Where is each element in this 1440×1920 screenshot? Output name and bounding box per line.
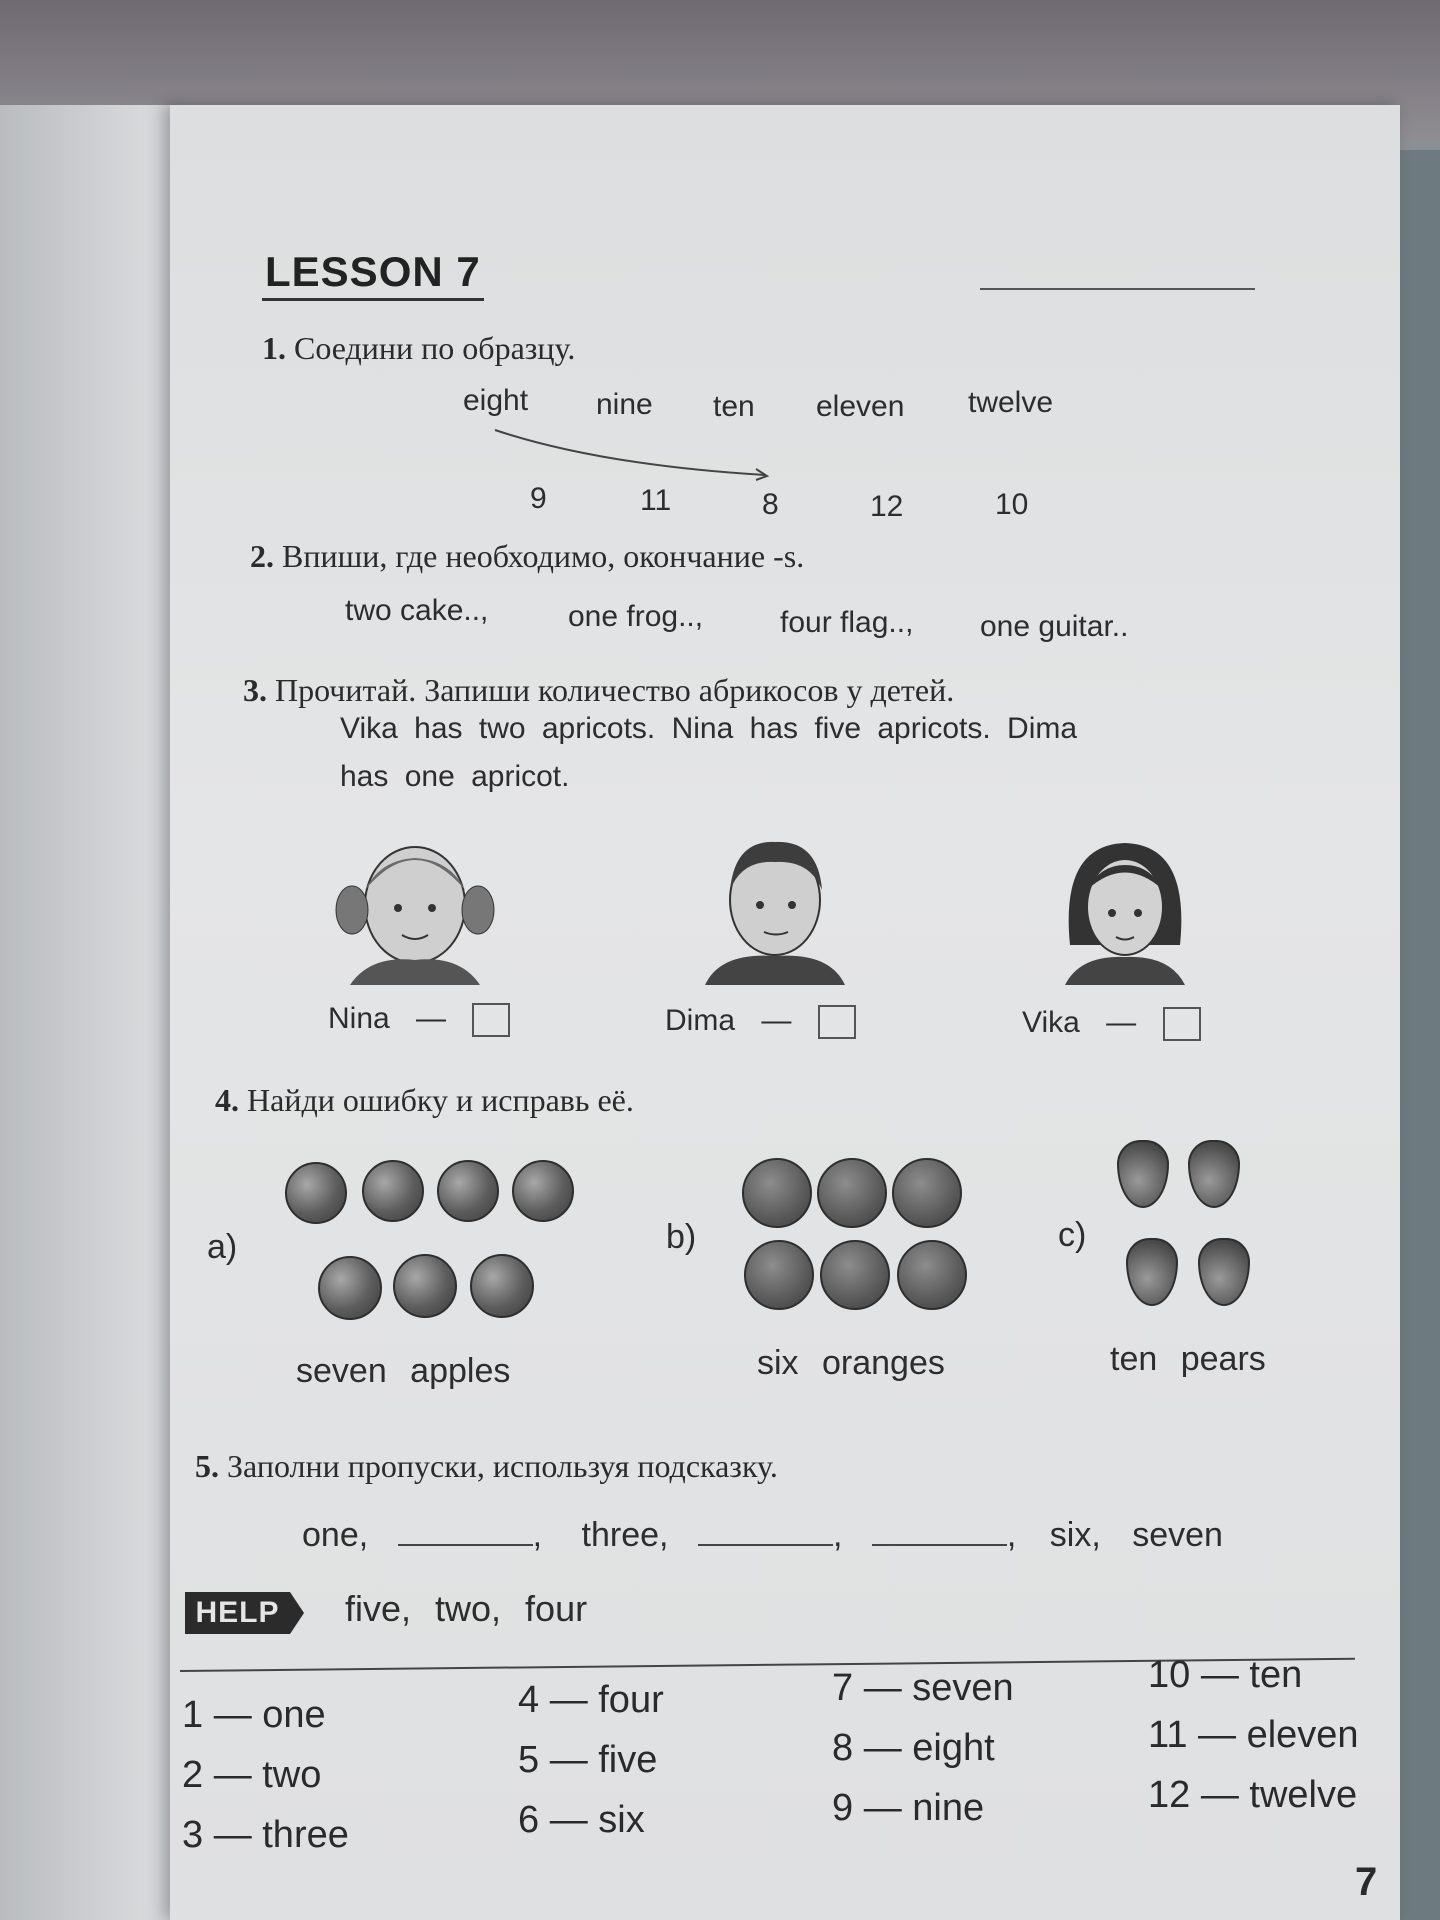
number-entry: 12 — twelve — [1148, 1774, 1358, 1816]
number-entry: 4 — four — [518, 1679, 664, 1721]
task3-heading — [243, 672, 954, 709]
seq-word: one, — [302, 1516, 369, 1554]
number-entry: 9 — nine — [832, 1787, 985, 1829]
apple-icon — [512, 1160, 574, 1222]
seq-comma: , — [532, 1516, 543, 1554]
number-list-col1 — [182, 1685, 349, 1865]
blank-field[interactable] — [698, 1522, 833, 1546]
title-underline — [262, 298, 484, 301]
child-dima — [665, 1004, 856, 1039]
task4-heading — [215, 1082, 634, 1119]
blank-field[interactable] — [398, 1522, 533, 1546]
page-number: 7 — [1355, 1860, 1378, 1904]
task2-item: one guitar.. — [980, 610, 1129, 643]
task3-text-line2: has one apricot. — [340, 760, 570, 793]
task1-heading — [262, 330, 575, 367]
item-letter-b: b) — [666, 1218, 697, 1256]
answer-box[interactable] — [472, 1003, 510, 1037]
number-entry: 6 — six — [518, 1799, 645, 1841]
child-name: Dima — [665, 1004, 736, 1037]
child-dash: — — [761, 1004, 792, 1037]
task1-word: twelve — [968, 386, 1054, 419]
apple-icon — [437, 1160, 499, 1222]
orange-icon — [897, 1240, 967, 1310]
item-letter-a: a) — [207, 1228, 238, 1266]
apple-icon — [470, 1254, 534, 1318]
vika-portrait-image — [1050, 825, 1200, 985]
caption-apples: seven apples — [296, 1352, 511, 1390]
answer-box[interactable] — [1163, 1007, 1201, 1041]
orange-icon — [817, 1158, 887, 1228]
number-list-col2 — [518, 1670, 664, 1850]
seq-word: three, — [581, 1516, 669, 1554]
number-entry: 3 — three — [182, 1814, 349, 1856]
number-list-col3 — [832, 1658, 1014, 1838]
task1-number-item: 8 — [762, 488, 779, 521]
task1-word: eleven — [816, 390, 905, 423]
task1-number-item: 10 — [995, 488, 1029, 521]
task2-item: four flag.., — [780, 606, 914, 639]
seq-comma: , — [832, 1516, 843, 1554]
task1-instruction: Соедини по образцу. — [294, 330, 576, 366]
task5-sequence — [302, 1516, 1223, 1555]
seq-word: six, — [1049, 1516, 1101, 1554]
orange-icon — [892, 1158, 962, 1228]
help-badge: HELP — [185, 1592, 290, 1634]
task1-number: 1. — [262, 330, 286, 366]
child-dash: — — [416, 1002, 447, 1035]
answer-box[interactable] — [818, 1005, 856, 1039]
dima-portrait-image — [700, 820, 850, 985]
caption-pears: ten pears — [1110, 1340, 1266, 1378]
caption-oranges: six oranges — [757, 1344, 945, 1382]
task4-number: 4. — [215, 1082, 239, 1118]
nina-portrait-image — [330, 810, 500, 985]
number-entry: 1 — one — [182, 1694, 326, 1736]
number-entry: 11 — eleven — [1148, 1714, 1359, 1756]
apple-icon — [393, 1254, 457, 1318]
task1-word: nine — [596, 388, 653, 421]
apple-icon — [285, 1162, 347, 1224]
task2-heading — [250, 538, 804, 575]
orange-icon — [820, 1240, 890, 1310]
task5-heading — [195, 1448, 778, 1485]
task1-word: eight — [463, 384, 529, 417]
task1-number-item: 12 — [870, 490, 904, 523]
child-name: Vika — [1022, 1006, 1080, 1039]
task2-item: two cake.., — [345, 594, 489, 627]
number-entry: 10 — ten — [1148, 1654, 1303, 1696]
sample-connecting-line — [480, 420, 780, 490]
task2-number: 2. — [250, 538, 274, 574]
seq-word: seven — [1132, 1516, 1223, 1554]
task1-number-item: 9 — [530, 482, 547, 515]
number-list-col4 — [1148, 1645, 1359, 1825]
child-vika — [1022, 1006, 1201, 1041]
task1-number-item: 11 — [640, 484, 672, 517]
task5-number: 5. — [195, 1448, 219, 1484]
task1-word: ten — [713, 390, 755, 423]
task2-item: one frog.., — [568, 600, 704, 633]
child-nina — [328, 1002, 510, 1037]
orange-icon — [742, 1158, 812, 1228]
child-name: Nina — [328, 1002, 390, 1035]
apple-icon — [362, 1160, 424, 1222]
seq-comma: , — [1006, 1516, 1017, 1554]
number-entry: 7 — seven — [832, 1667, 1014, 1709]
blank-field[interactable] — [872, 1522, 1007, 1546]
number-entry: 5 — five — [518, 1739, 658, 1781]
task4-instruction: Найди ошибку и исправь её. — [247, 1082, 634, 1118]
task5-instruction: Заполни пропуски, используя подсказку. — [227, 1448, 778, 1484]
child-dash: — — [1106, 1006, 1137, 1039]
orange-icon — [744, 1240, 814, 1310]
help-words: five, two, four — [345, 1588, 588, 1629]
number-entry: 8 — eight — [832, 1727, 995, 1769]
task2-instruction: Впиши, где необходимо, окончание -s. — [282, 538, 805, 574]
task3-number: 3. — [243, 672, 267, 708]
task3-instruction: Прочитай. Запиши количество абрикосов у детей. — [275, 672, 955, 708]
number-entry: 2 — two — [182, 1754, 322, 1796]
header-rule — [980, 288, 1255, 290]
lesson-title: LESSON 7 — [265, 248, 481, 295]
help-arrow-icon — [290, 1592, 304, 1634]
task3-text-line1: Vika has two apricots. Nina has five apricots. Dima — [340, 712, 1078, 745]
apple-icon — [318, 1256, 382, 1320]
item-letter-c: c) — [1058, 1216, 1087, 1254]
